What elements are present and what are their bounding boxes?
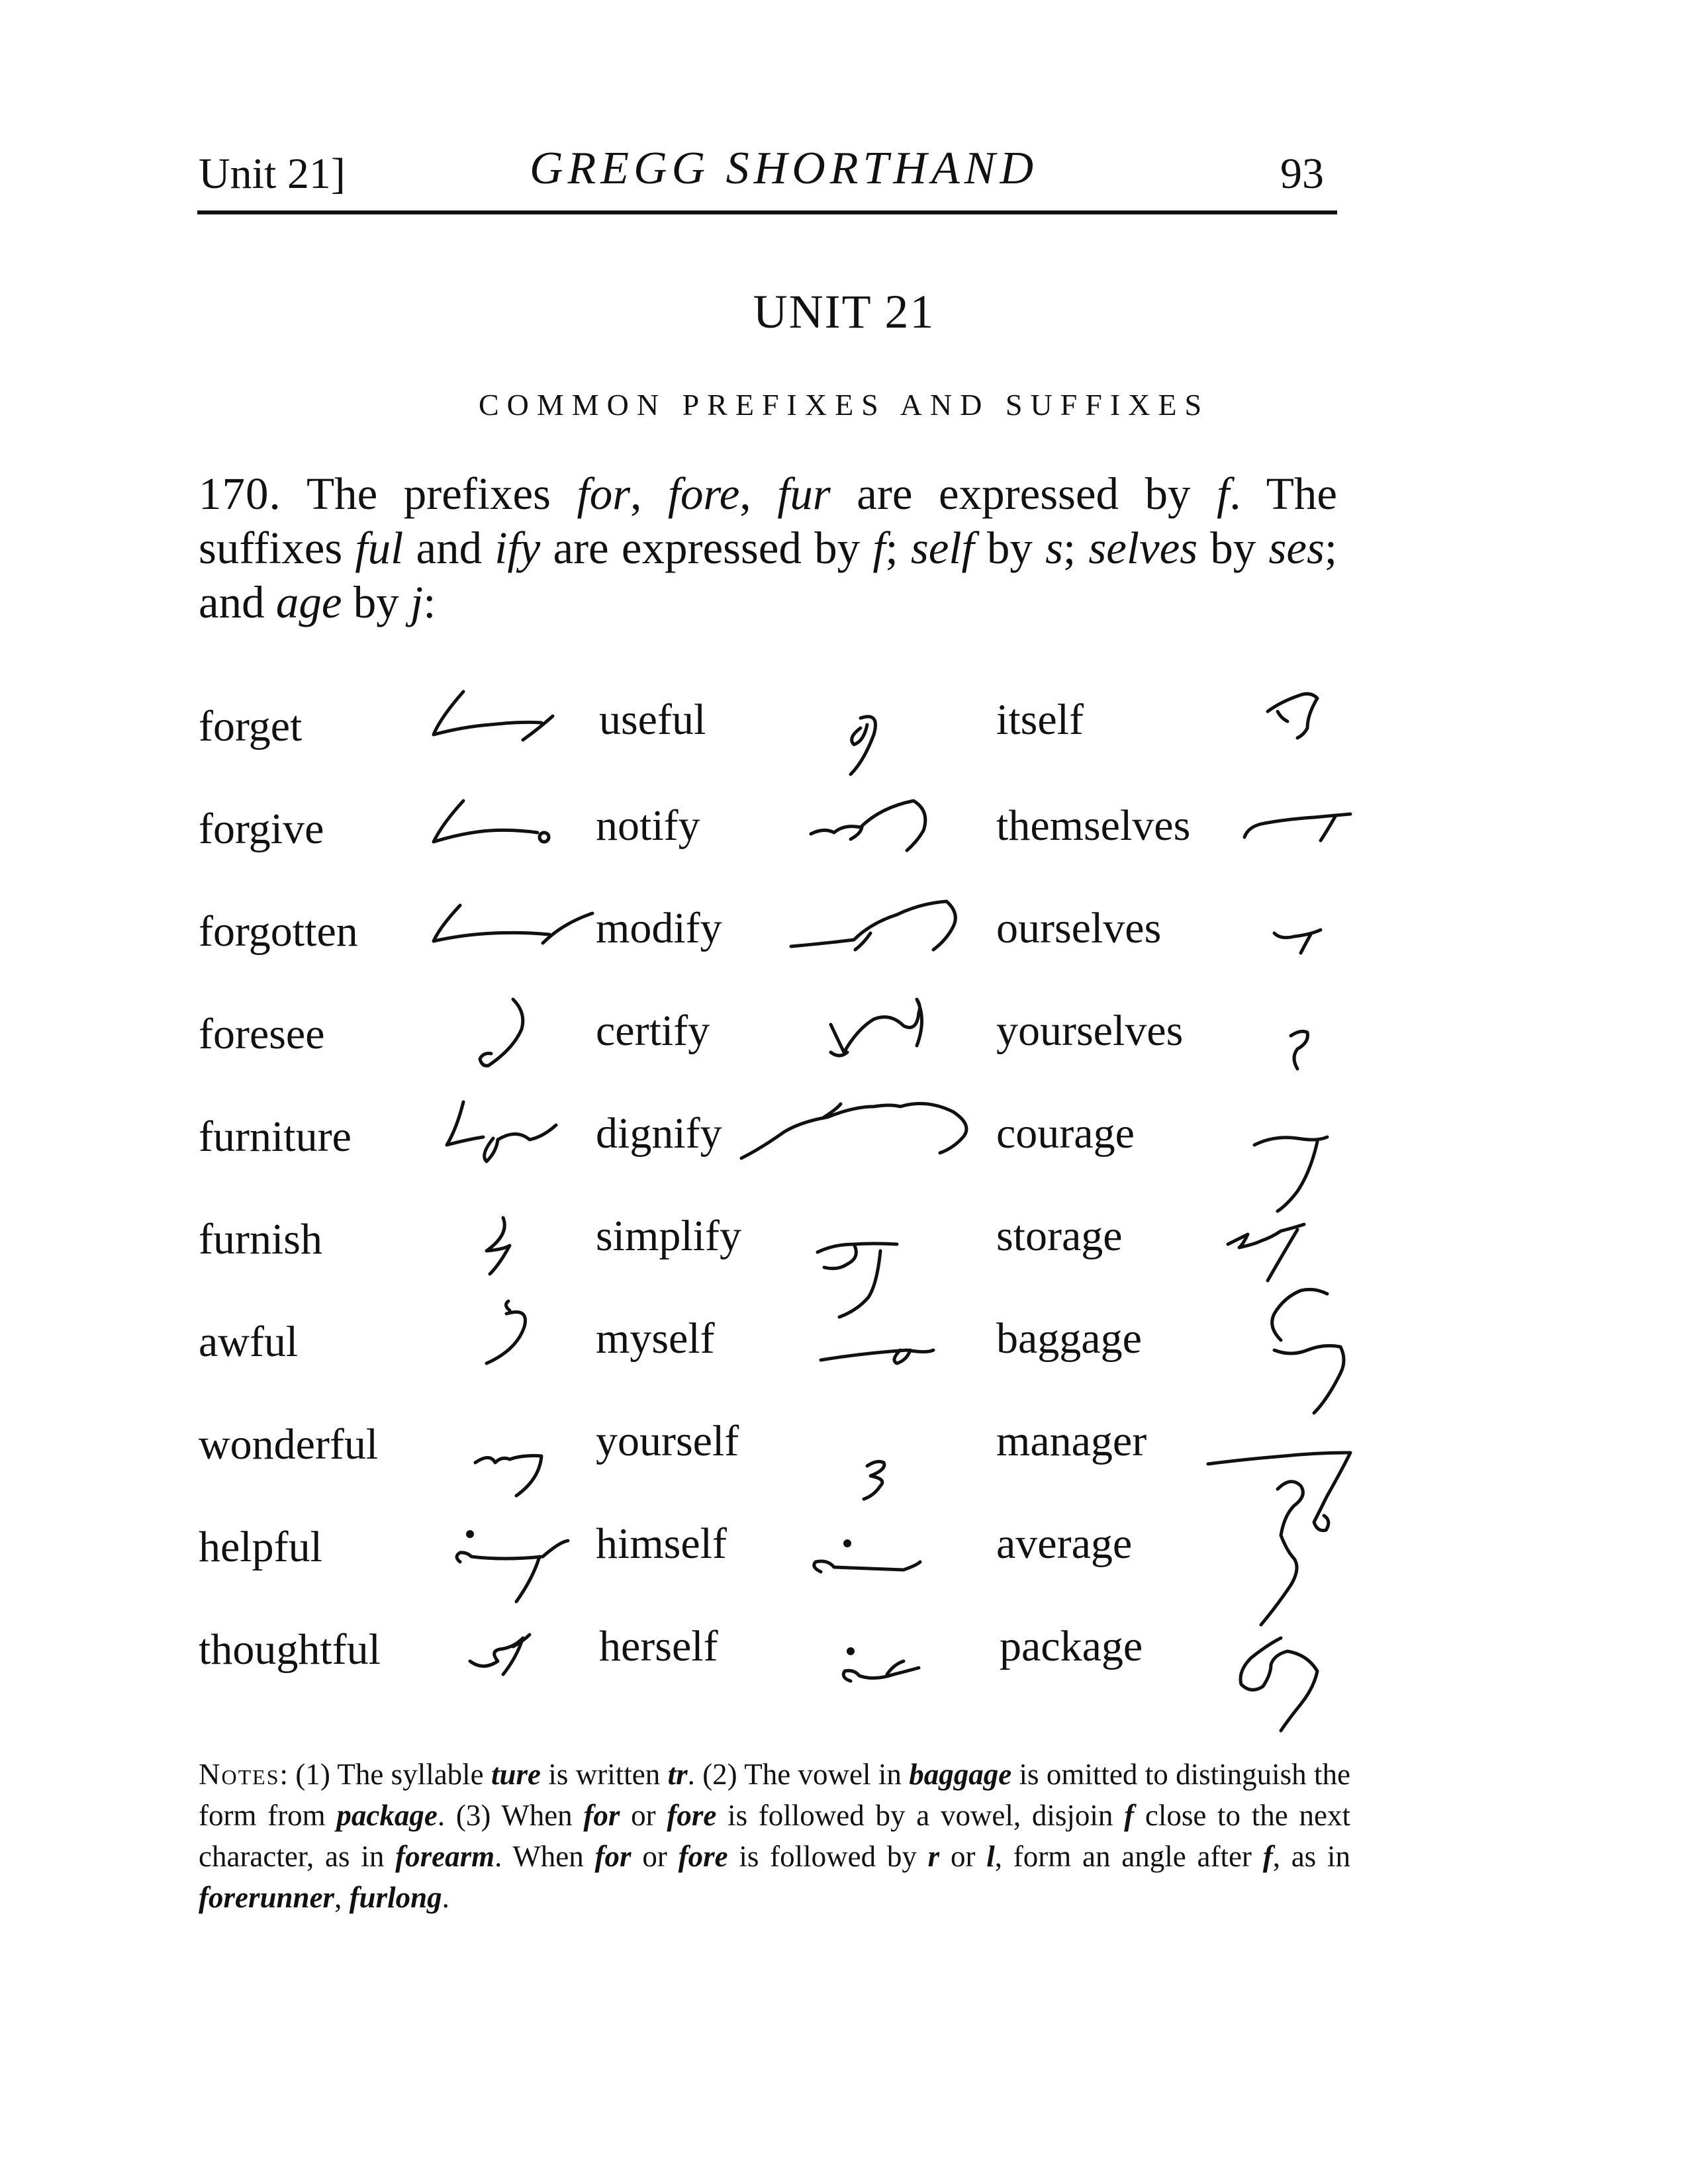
notes-italic: r [927,1840,940,1873]
para-text: by [342,577,411,627]
shorthand-awful [487,1301,525,1363]
para-text: ; [885,523,911,573]
page-number: 93 [1280,150,1324,198]
shorthand-useful [851,717,876,774]
notes-italic: fore [678,1840,728,1873]
para-italic: fur [777,469,831,519]
para-italic: f [872,523,886,573]
para-text: ; and [199,523,1338,627]
shorthand-furniture [447,1102,556,1161]
notes-text: or [620,1799,667,1832]
para-italic: for [577,469,631,519]
notes-text: is followed by [727,1840,928,1873]
shorthand-myself [821,1350,933,1363]
word-ourselves: ourselves [996,904,1162,952]
word-package: package [1000,1622,1143,1670]
shorthand-herself [843,1661,919,1681]
word-baggage: baggage [996,1314,1142,1363]
notes-text: is followed by a vowel, disjoin [716,1799,1125,1832]
para-text: ; [1062,523,1089,573]
para-italic: age [275,577,342,627]
notes-italic: forearm [395,1840,495,1873]
shorthand-forget [434,692,553,740]
word-foresee: foresee [199,1010,325,1058]
word-forgive: forgive [199,805,324,853]
shorthand-forgotten [434,905,592,943]
para-italic: j [410,577,424,627]
para-text: by [1197,523,1269,573]
word-awful: awful [199,1318,299,1366]
shorthand-thoughtful [470,1635,530,1674]
para-text: and [403,523,495,573]
notes-text: , [334,1881,350,1914]
word-thoughtful: thoughtful [199,1625,381,1674]
notes-text: : (1) The syllable [279,1758,492,1791]
notes-italic: f [1262,1840,1273,1873]
para-text: by [974,523,1046,573]
notes-text: , as in [1272,1840,1350,1873]
word-forgotten: forgotten [199,907,358,956]
para-text: The prefixes [281,469,577,519]
word-himself: himself [596,1520,727,1568]
notes-italic: l [986,1840,995,1873]
para-text: , [630,469,668,519]
word-furnish: furnish [199,1215,322,1263]
shorthand-forgive [434,801,538,842]
notes-text: close to the next character, as in [199,1799,1350,1873]
section-subtitle: COMMON PREFIXES AND SUFFIXES [478,388,1210,422]
running-head-unit: Unit 21] [199,150,346,198]
notes-text: . (3) When [437,1799,584,1832]
word-modify: modify [596,904,722,952]
shorthand-certify [831,999,922,1056]
notes-text: . [442,1881,449,1914]
shorthand-storage [1228,1224,1304,1281]
word-dignify: dignify [596,1109,722,1158]
shorthand-furnish [487,1218,510,1274]
word-certify: certify [596,1007,710,1055]
shorthand-modify [791,901,955,950]
shorthand-simplify [818,1244,897,1317]
shorthand-himself-dot [843,1539,851,1547]
notes-text: is omitted to distinguish the form from [199,1758,1350,1832]
shorthand-himself [814,1561,920,1572]
shorthand-yourselves [1291,1031,1307,1069]
notes-text: or [939,1840,987,1873]
shorthand-wonderful [475,1456,541,1496]
para-text: are expressed by [540,523,873,573]
notes-label: Notes [199,1758,280,1791]
notes-text: . (2) The vowel in [687,1758,910,1791]
word-herself: herself [599,1622,718,1670]
word-yourself: yourself [596,1417,739,1465]
shorthand-ourselves [1274,930,1321,953]
word-helpful: helpful [199,1523,322,1571]
word-themselves: themselves [996,801,1191,850]
para-italic: ify [494,523,541,573]
notes-text: , form an angle after [994,1840,1263,1873]
shorthand-notify [811,801,925,850]
notes-italic: for [594,1840,632,1873]
word-storage: storage [996,1212,1123,1260]
notes-text: or [631,1840,679,1873]
para-italic: ses [1268,523,1325,573]
notes-italic: forerunner [199,1881,335,1914]
notes-text: is written [541,1758,668,1791]
notes-text: . When [494,1840,595,1873]
shorthand-dignify [741,1104,966,1159]
notes-italic: for [583,1799,620,1832]
shorthand-herself-dot [847,1647,855,1655]
para-text: . The suffixes [199,469,1338,573]
word-myself: myself [596,1314,715,1363]
word-manager: manager [996,1417,1147,1465]
para-italic: selves [1088,523,1198,573]
word-yourselves: yourselves [996,1007,1184,1055]
para-text: , [739,469,778,519]
shorthand-helpful-dot [466,1530,474,1538]
shorthand-manager [1208,1453,1350,1531]
para-italic: s [1045,523,1063,573]
notes-italic: fore [667,1799,717,1832]
shorthand-yourself [864,1461,884,1499]
para-italic: f [1217,469,1230,519]
shorthand-average [1261,1482,1303,1625]
unit-title: UNIT 21 [753,285,935,338]
para-text: : [423,577,436,627]
notes-italic: furlong [349,1881,442,1914]
word-itself: itself [996,696,1084,744]
shorthand-itself [1268,694,1317,738]
notes-italic: ture [491,1758,541,1791]
word-forget: forget [199,702,303,751]
shorthand-foresee [480,999,523,1066]
notes-italic: baggage [909,1758,1012,1791]
word-simplify: simplify [596,1212,742,1260]
word-wonderful: wonderful [199,1420,379,1469]
word-furniture: furniture [199,1113,352,1161]
para-text: are expressed by [830,469,1217,519]
shorthand-helpful [457,1541,568,1602]
word-average: average [996,1520,1133,1568]
notes-italic: package [336,1799,438,1832]
notes [199,1754,1350,1918]
word-useful: useful [599,696,706,744]
shorthand-themselves [1244,814,1350,841]
para-italic: self [910,523,974,573]
shorthand-forgive [539,833,549,842]
notes-italic: tr [667,1758,688,1791]
para-italic: fore [667,469,740,519]
shorthand-baggage [1272,1289,1344,1413]
shorthand-package [1241,1638,1317,1731]
word-courage: courage [996,1109,1135,1158]
shorthand-courage [1254,1137,1327,1211]
paragraph-number: 170. [199,469,281,519]
word-notify: notify [596,801,700,850]
notes-italic: f [1124,1799,1135,1832]
running-head-title: GREGG SHORTHAND [530,143,1039,194]
para-italic: ful [355,523,404,573]
